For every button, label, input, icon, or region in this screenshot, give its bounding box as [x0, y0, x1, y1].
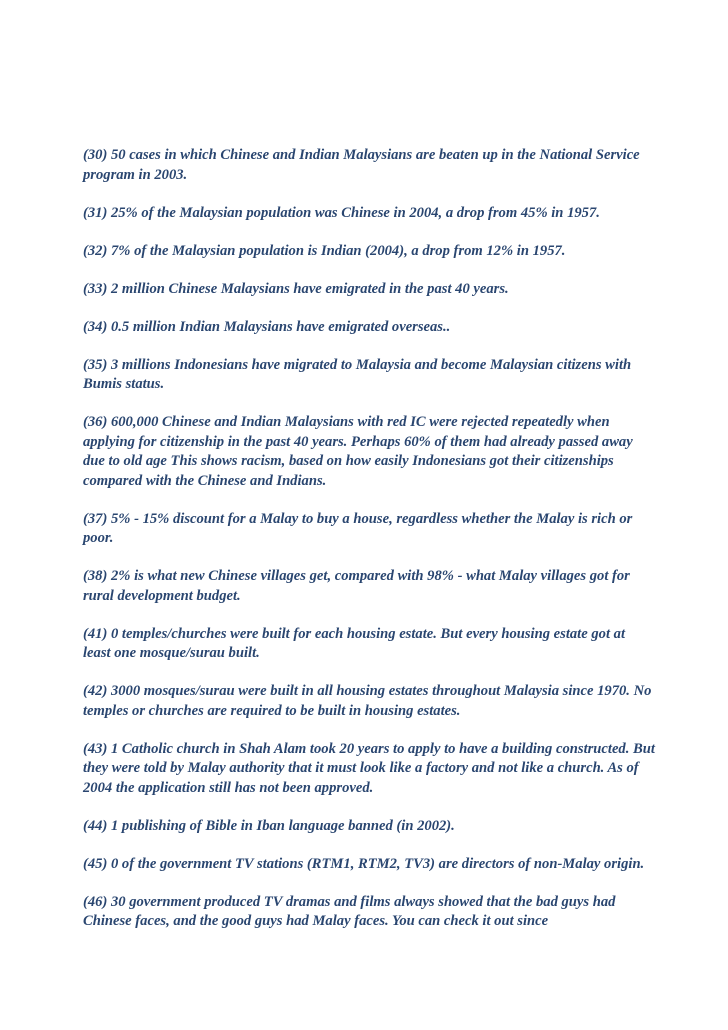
- paragraph-30: (30) 50 cases in which Chinese and Indian Malaysians are beaten up in the National Service program in 2003.: [83, 147, 640, 183]
- paragraph-31: (31) 25% of the Malaysian population was Chinese in 2004, a drop from 45% in 1957.: [83, 204, 600, 221]
- paragraph-36: (36) 600,000 Chinese and Indian Malaysians with red IC were rejected repeatedly when applying for citizenship in the past 40 years. Perhaps 60% of them had already passed away due to old age This shows racism, based on how easily Indonesians got their citizenships compared with the Chinese and Indians.: [83, 414, 633, 489]
- paragraph-42: (42) 3000 mosques/surau were built in all housing estates throughout Malaysia since 1970. No temples or churches are required to be built in housing estates.: [83, 683, 652, 719]
- paragraph-33: (33) 2 million Chinese Malaysians have emigrated in the past 40 years.: [83, 280, 509, 297]
- document-body: [83, 146, 655, 950]
- paragraph-44: (44) 1 publishing of Bible in Iban language banned (in 2002).: [83, 817, 455, 834]
- paragraph-34: (34) 0.5 million Indian Malaysians have emigrated overseas..: [83, 318, 451, 335]
- paragraph-41: (41) 0 temples/churches were built for each housing estate. But every housing estate got at least one mosque/surau built.: [83, 625, 625, 661]
- paragraph-45: (45) 0 of the government TV stations (RTM1, RTM2, TV3) are directors of non-Malay origin.: [83, 855, 645, 872]
- paragraph-43: (43) 1 Catholic church in Shah Alam took 20 years to apply to have a building constructed. But they were told by Malay authority that it must look like a factory and not like a church. As of 2004 the application still has not been approved.: [83, 740, 655, 796]
- paragraph-46: (46) 30 government produced TV dramas and films always showed that the bad guys had Chinese faces, and the good guys had Malay faces. You can check it out since: [83, 893, 616, 929]
- paragraph-37: (37) 5% - 15% discount for a Malay to buy a house, regardless whether the Malay is rich or poor.: [83, 510, 633, 546]
- paragraph-32: (32) 7% of the Malaysian population is Indian (2004), a drop from 12% in 1957.: [83, 242, 566, 259]
- paragraph-38: (38) 2% is what new Chinese villages get, compared with 98% - what Malay villages got for rural development budget.: [83, 568, 630, 604]
- paragraph-35: (35) 3 millions Indonesians have migrated to Malaysia and become Malaysian citizens with Bumis status.: [83, 356, 632, 392]
